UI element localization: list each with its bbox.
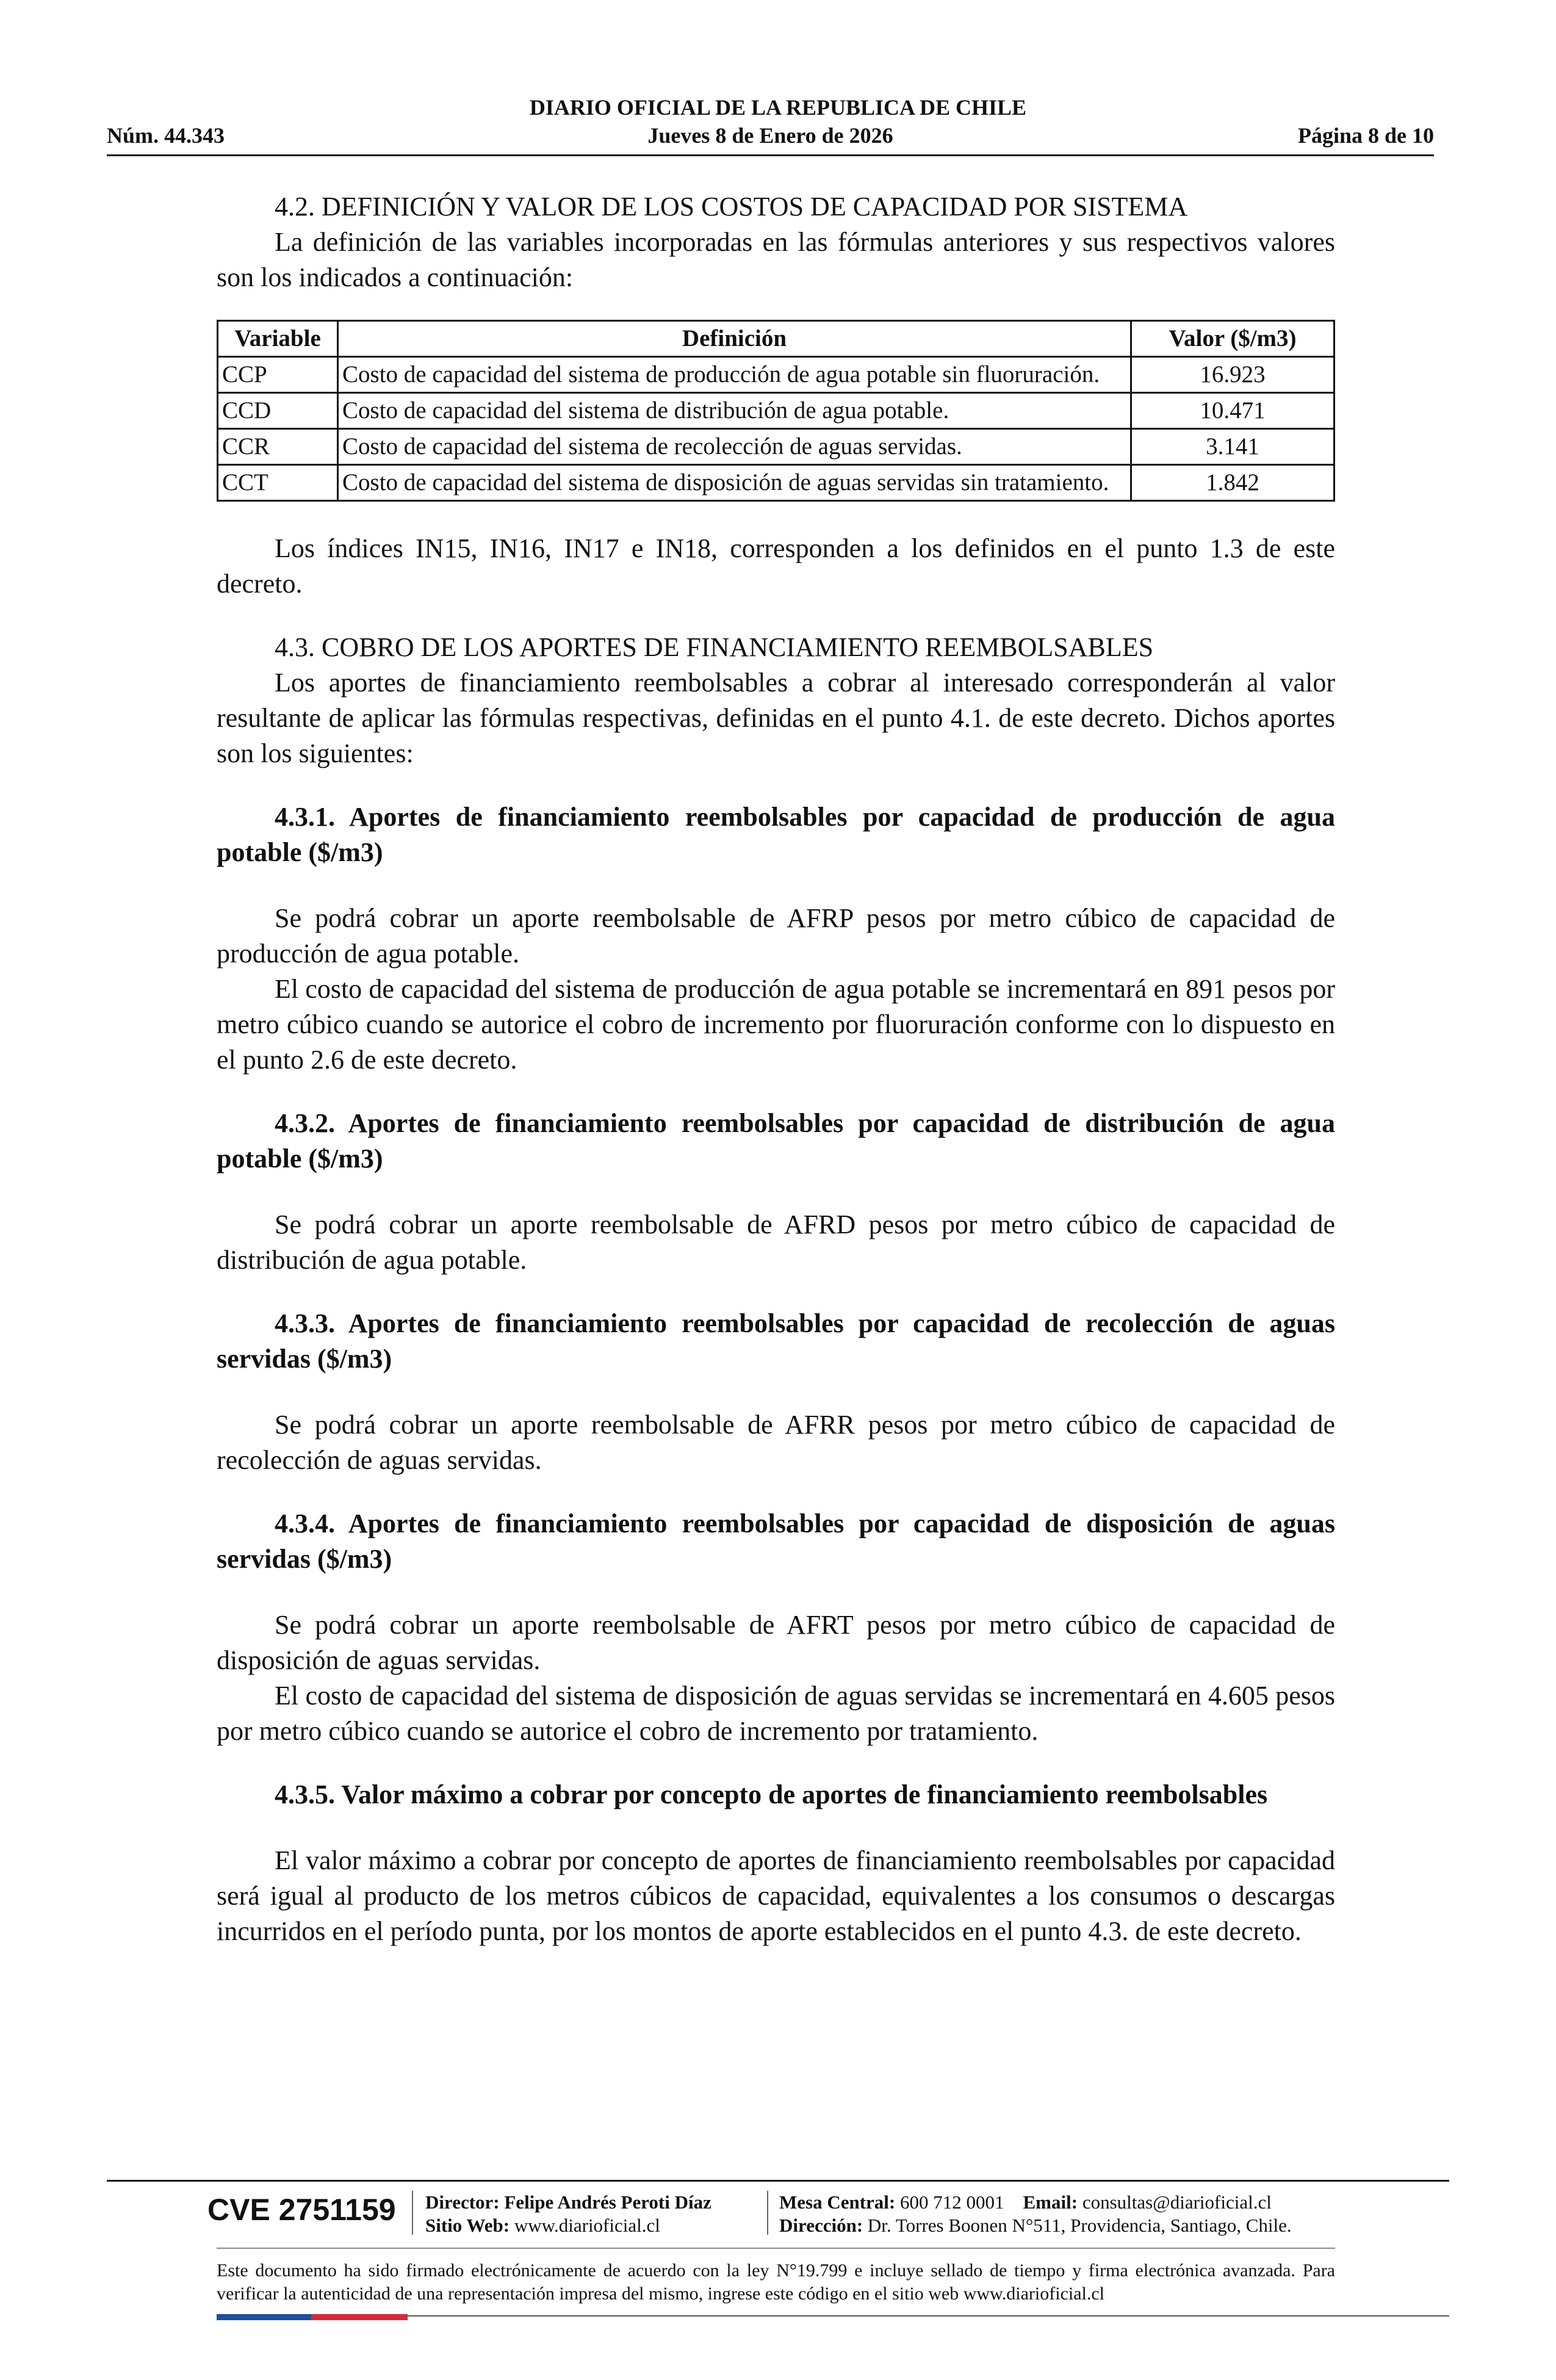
- cell-value: 16.923: [1131, 357, 1334, 393]
- subsection-4-3-5-paragraph-1: El valor máximo a cobrar por concepto de aportes de financiamiento reembolsables por capacidad será igual al producto de los metros cúbicos de capacidad, equivalentes a los consumos o descargas incurridos en el período punta, por los montos de aporte establecidos en el punto 4.3. de este decreto.: [217, 1845, 1335, 1946]
- address-value: Dr. Torres Boonen N°511, Providencia, Santiago, Chile.: [867, 2215, 1292, 2236]
- section-heading-4-3: 4.3. COBRO DE LOS APORTES DE FINANCIAMIENTO REEMBOLSABLES: [275, 632, 1154, 662]
- subsection-4-3-4-paragraph-2: El costo de capacidad del sistema de disposición de aguas servidas se incrementará en 4.605 pesos por metro cúbico cuando se autorice el cobro de incremento por tratamiento.: [217, 1681, 1335, 1746]
- issue-number: Núm. 44.343: [107, 123, 225, 148]
- table-row: [218, 357, 1334, 393]
- email-link[interactable]: consultas@diarioficial.cl: [1082, 2191, 1272, 2213]
- cell-definition: Costo de capacidad del sistema de disposición de aguas servidas sin tratamiento.: [338, 465, 1131, 501]
- footer-contact-block: [779, 2191, 1292, 2237]
- flag-stripe-blue: [217, 2314, 311, 2320]
- subsection-4-3-1-paragraph-2: El costo de capacidad del sistema de producción de agua potable se incrementará en 891 pesos por metro cúbico cuando se autorice el cobro de incremento por fluoruración conforme con lo dispuesto en el punto 2.6 de este decreto.: [217, 974, 1335, 1075]
- cell-value: 10.471: [1131, 393, 1334, 429]
- document-body: [217, 189, 1335, 1949]
- header-divider: [107, 154, 1434, 156]
- footer-separator: [412, 2191, 413, 2235]
- subsection-4-3-3-paragraph-1: Se podrá cobrar un aporte reembolsable de AFRR pesos por metro cúbico de capacidad de recolección de aguas servidas.: [217, 1410, 1335, 1475]
- column-header-definition: Definición: [338, 321, 1131, 357]
- subsection-heading-4-3-5: 4.3.5. Valor máximo a cobrar por concepto de aportes de financiamiento reembolsables: [275, 1780, 1268, 1809]
- indices-note: Los índices IN15, IN16, IN17 e IN18, corresponden a los definidos en el punto 1.3 de este decreto.: [217, 533, 1335, 599]
- table-header-row: [218, 321, 1334, 357]
- director-name: Felipe Andrés Peroti Díaz: [504, 2191, 711, 2213]
- cell-definition: Costo de capacidad del sistema de recolección de aguas servidas.: [338, 429, 1131, 465]
- footer-separator: [767, 2191, 768, 2235]
- subsection-heading-4-3-4: 4.3.4. Aportes de financiamiento reembolsables por capacidad de disposición de aguas servidas ($/m3): [217, 1509, 1335, 1574]
- cell-definition: Costo de capacidad del sistema de distribución de agua potable.: [338, 393, 1131, 429]
- section-4-3-intro: Los aportes de financiamiento reembolsables a cobrar al interesado corresponderán al valor resultante de aplicar las fórmulas respectivas, definidas en el punto 4.1. de este decreto. Dichos aportes son los siguientes:: [217, 668, 1335, 768]
- publication-title: DIARIO OFICIAL DE LA REPUBLICA DE CHILE: [529, 95, 1027, 120]
- cell-variable: CCR: [218, 429, 338, 465]
- footer-inner-divider: [217, 2248, 1335, 2249]
- legal-note: Este documento ha sido firmado electrónicamente de acuerdo con la ley N°19.799 e incluye sellado de tiempo y firma electrónica avanzada. Para verificar la autenticidad de una representación impresa del mismo, ingrese este código en el sitio web www.diarioficial.cl: [217, 2260, 1335, 2304]
- cell-value: 3.141: [1131, 429, 1334, 465]
- table-row: [218, 393, 1334, 429]
- site-label: Sitio Web:: [425, 2215, 510, 2236]
- subsection-4-3-2-paragraph-1: Se podrá cobrar un aporte reembolsable de AFRD pesos por metro cúbico de capacidad de distribución de agua potable.: [217, 1210, 1335, 1275]
- footer-director-block: [425, 2191, 711, 2237]
- issue-date: Jueves 8 de Enero de 2026: [647, 123, 893, 148]
- cell-definition: Costo de capacidad del sistema de producción de agua potable sin fluoruración.: [338, 357, 1131, 393]
- subsection-4-3-1-paragraph-1: Se podrá cobrar un aporte reembolsable de AFRP pesos por metro cúbico de capacidad de producción de agua potable.: [217, 903, 1335, 968]
- phone-label: Mesa Central:: [779, 2191, 896, 2213]
- section-4-2-intro: La definición de las variables incorporadas en las fórmulas anteriores y sus respectivos valores son los indicados a continuación:: [217, 227, 1335, 292]
- flag-stripe-red: [311, 2314, 408, 2320]
- section-heading-4-2: 4.2. DEFINICIÓN Y VALOR DE LOS COSTOS DE CAPACIDAD POR SISTEMA: [275, 192, 1188, 222]
- cell-value: 1.842: [1131, 465, 1334, 501]
- subsection-heading-4-3-2: 4.3.2. Aportes de financiamiento reembolsables por capacidad de distribución de agua potable ($/m3): [217, 1108, 1335, 1174]
- footer-divider: [107, 2180, 1449, 2182]
- column-header-value: Valor ($/m3): [1131, 321, 1334, 357]
- cell-variable: CCT: [218, 465, 338, 501]
- subsection-4-3-4-paragraph-1: Se podrá cobrar un aporte reembolsable de AFRT pesos por metro cúbico de capacidad de disposición de aguas servidas.: [217, 1610, 1335, 1675]
- director-label: Director:: [425, 2191, 500, 2213]
- address-label: Dirección:: [779, 2215, 863, 2236]
- table-row: [218, 465, 1334, 501]
- cell-variable: CCP: [218, 357, 338, 393]
- capacity-cost-table: [217, 320, 1335, 502]
- site-link[interactable]: www.diarioficial.cl: [514, 2215, 660, 2236]
- phone-value: 600 712 0001: [900, 2191, 1004, 2213]
- subsection-heading-4-3-3: 4.3.3. Aportes de financiamiento reembolsables por capacidad de recolección de aguas servidas ($/m3): [217, 1308, 1335, 1374]
- table-row: [218, 429, 1334, 465]
- cve-code: CVE 2751159: [207, 2193, 396, 2227]
- cell-variable: CCD: [218, 393, 338, 429]
- email-label: Email:: [1023, 2191, 1078, 2213]
- page-number: Página 8 de 10: [1297, 123, 1434, 148]
- column-header-variable: Variable: [218, 321, 338, 357]
- page-header: [107, 123, 1434, 152]
- subsection-heading-4-3-1: 4.3.1. Aportes de financiamiento reembolsables por capacidad de producción de agua potable ($/m3): [217, 802, 1335, 867]
